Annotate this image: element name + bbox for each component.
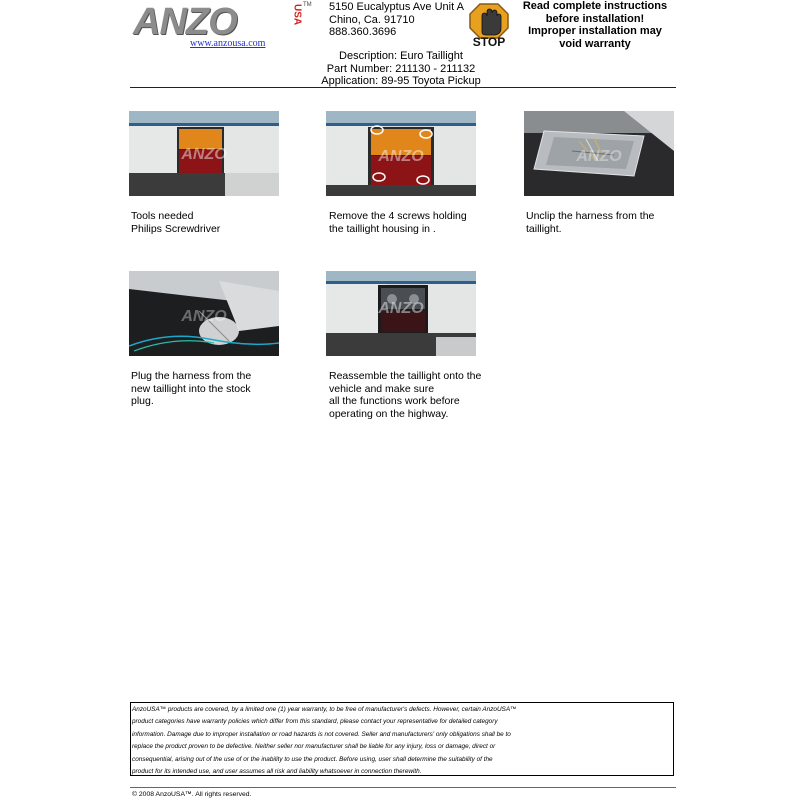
application: Application: 89-95 Toyota Pickup (321, 75, 481, 87)
watermark-text: ANZO (181, 308, 227, 325)
caption-line: taillight. (526, 222, 562, 235)
installation-warning (522, 0, 668, 50)
watermark-text: ANZO (181, 146, 227, 163)
step-1-caption (131, 210, 281, 235)
step-1-photo (129, 111, 279, 196)
logo-usa-text: USA (291, 4, 303, 26)
product-info (318, 50, 484, 88)
watermark-text: ANZO (576, 148, 622, 165)
caption-line: Tools needed (131, 210, 194, 222)
disclaimer-line: product for its intended use, and user assumes all risk and liability whatsoever in connection therewith. (132, 768, 422, 776)
caption-line: plug. (131, 395, 154, 407)
step-3-photo (524, 111, 674, 196)
step-4-caption (131, 370, 281, 408)
anzo-logo: ANZO (133, 1, 237, 43)
disclaimer-line: replace the product proven to be defective. Neither seller nor manufacturer shall be liable for any injury, loss or damage, direct or (132, 743, 496, 751)
caption-line: the taillight housing in . (329, 222, 436, 235)
step-5-caption (329, 370, 489, 420)
step-2-caption (329, 210, 479, 235)
caption-line: Reassemble the taillight onto the (329, 370, 482, 382)
disclaimer-line: AnzoUSA™ products are covered, by a limited one (1) year warranty, to be free of manufacturer's defects. However, certain AnzoUSA™ (132, 706, 517, 713)
step-4-photo (129, 271, 279, 356)
address-line: Chino, Ca. 91710 (329, 13, 415, 26)
product-description: Description: Euro Taillight (339, 50, 463, 62)
footer-divider (130, 787, 676, 788)
watermark-text: ANZO (378, 300, 424, 317)
disclaimer-line: product categories have warranty policies which differ from this standard, please contact your representative for detailed category (132, 718, 498, 726)
caption-line: Unclip the harness from the (526, 210, 655, 222)
warning-line: void warranty (559, 37, 631, 50)
caption-line: Philips Screwdriver (131, 222, 221, 235)
disclaimer-line: consequential, arising out of the use of or the inability to use the product. Before using, user shall determine the suitability of the (132, 755, 493, 763)
warranty-disclaimer (132, 704, 674, 778)
part-number: Part Number: 211130 - 211132 (326, 62, 476, 75)
logo-usa-mark (290, 4, 304, 27)
caption-line: new taillight into the stock (131, 382, 251, 395)
header-divider (130, 87, 676, 88)
logo-trademark: TM (303, 2, 312, 8)
website-link[interactable]: www.anzousa.com (190, 38, 266, 49)
stop-label: STOP (472, 35, 506, 48)
copyright-notice: © 2008 AnzoUSA™. All rights reserved. (132, 791, 252, 798)
caption-line: Plug the harness from the (131, 370, 252, 382)
address-line: 5150 Eucalyptus Ave Unit A (329, 1, 464, 13)
company-address (329, 1, 464, 39)
watermark-text: ANZO (378, 148, 424, 165)
disclaimer-line: information. Damage due to improper installation or road hazards is not covered. Seller and manufacturers' only obligations shall be to (132, 730, 511, 738)
phone-number: 888.360.3696 (329, 26, 397, 38)
stop-hand-icon (462, 2, 516, 48)
caption-line: vehicle and make sure (329, 382, 435, 395)
caption-line: all the functions work before (329, 395, 460, 407)
step-2-photo (326, 111, 476, 196)
step-5-photo (326, 271, 476, 356)
warning-line: before installation! (545, 12, 645, 25)
warning-line: Read complete instructions (522, 0, 668, 12)
warning-line: Improper installation may (528, 25, 662, 37)
caption-line: Remove the 4 screws holding (329, 210, 467, 222)
caption-line: operating on the highway. (329, 407, 449, 420)
step-3-caption (526, 210, 676, 235)
